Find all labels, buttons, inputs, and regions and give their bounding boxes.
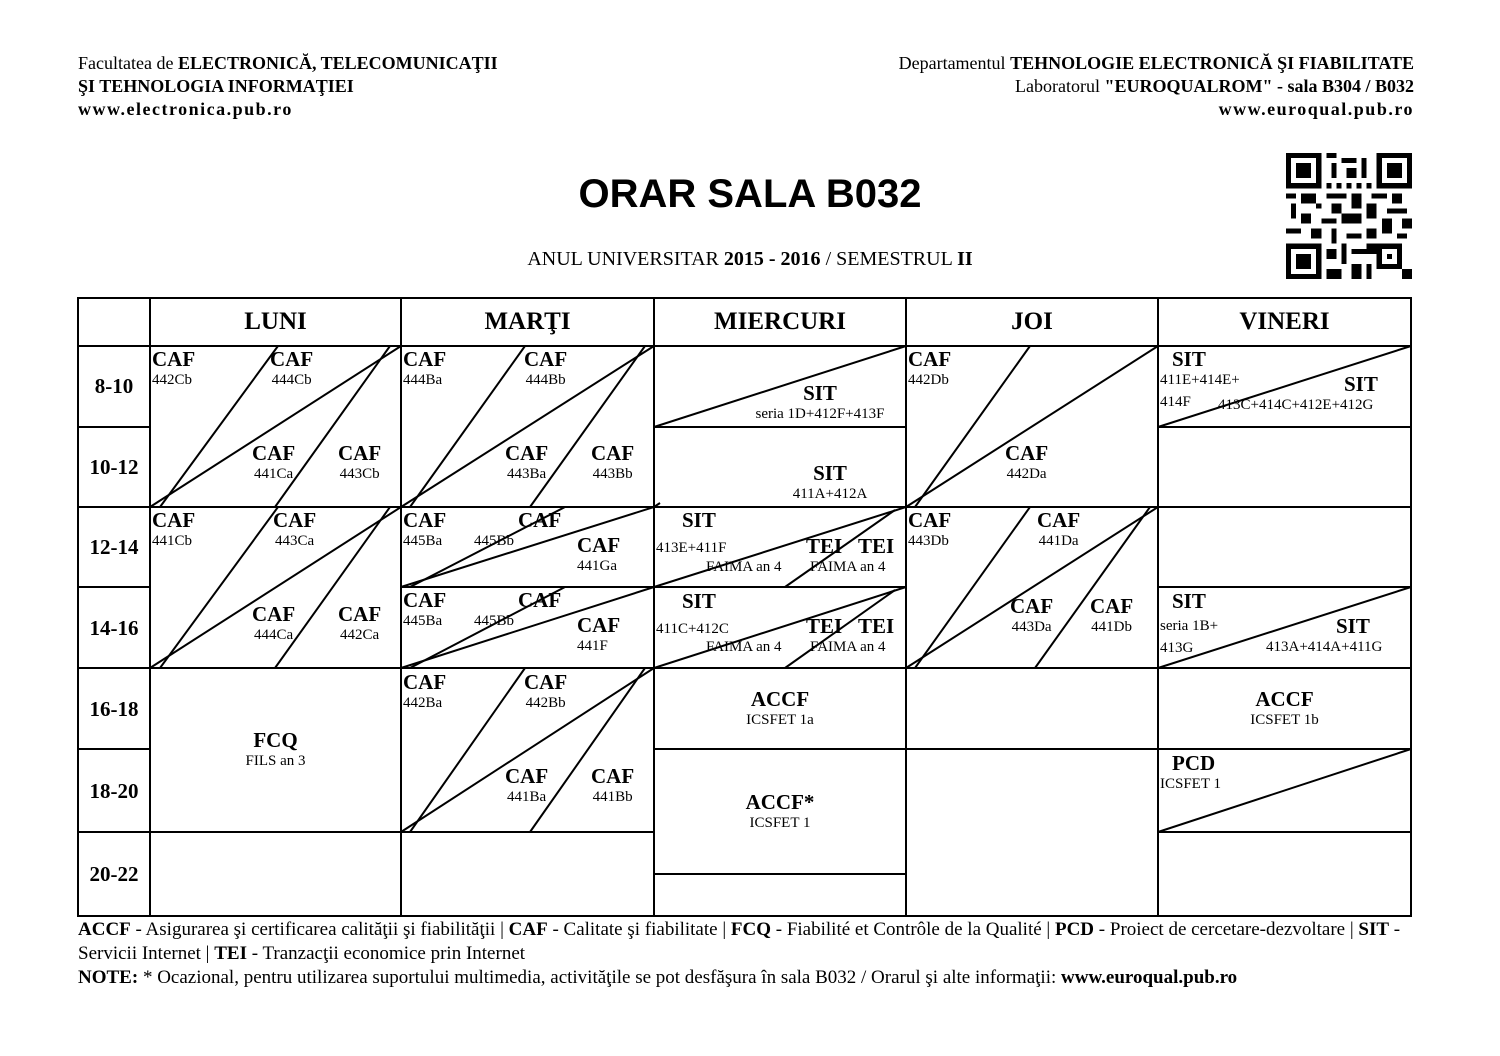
- course-code: SIT: [682, 508, 716, 532]
- legend-text: - Asigurarea şi certificarea calităţii şi fiabilităţii |: [130, 919, 509, 940]
- class-entry: [1005, 441, 1048, 483]
- course-code: FCQ: [253, 728, 298, 752]
- slot-20-22: 20-22: [89, 862, 139, 886]
- course-code: TEI: [858, 534, 895, 558]
- group-code: 413C+414C+412E+412G: [1218, 397, 1374, 413]
- class-entry: [474, 508, 561, 550]
- class-entry: [577, 533, 620, 575]
- semester-prefix: / SEMESTRUL: [820, 248, 958, 270]
- legend-abbr: TEI: [214, 943, 247, 964]
- class-entry: [338, 602, 381, 644]
- class-entry: [750, 461, 910, 503]
- legend-abbr: FCQ: [730, 919, 771, 940]
- class-entry: [577, 613, 620, 655]
- group-code: 411A+412A: [792, 486, 868, 502]
- group-code: ICSFET 1b: [1250, 712, 1319, 728]
- class-entry: [908, 347, 951, 389]
- group-code: 443Db: [908, 533, 949, 549]
- class-entry: [1010, 594, 1053, 636]
- course-code: CAF: [591, 441, 635, 465]
- class-entry: [338, 441, 381, 483]
- course-code: SIT: [1172, 347, 1206, 371]
- group-code: 444Bb: [525, 372, 566, 388]
- year-prefix: ANUL UNIVERSITAR: [527, 248, 724, 270]
- course-code: CAF: [152, 347, 196, 371]
- group-code: 444Ca: [254, 627, 294, 643]
- group-code: ICSFET 1: [749, 815, 811, 831]
- class-entry: [1218, 372, 1378, 414]
- class-entry: [654, 790, 906, 832]
- faculty-url[interactable]: www.electronica.pub.ro: [78, 99, 293, 119]
- slot-8-10: 8-10: [94, 374, 134, 398]
- group-code: 444Cb: [271, 372, 312, 388]
- course-code: CAF: [518, 508, 562, 532]
- course-code: CAF: [524, 670, 568, 694]
- legend-items: [78, 919, 1400, 964]
- legend-text: - Calitate şi fiabilitate |: [547, 919, 731, 940]
- class-entry: [810, 534, 894, 576]
- slot-14-16: 14-16: [89, 616, 139, 640]
- class-entry: [908, 508, 951, 550]
- note-text: * Ocazional, pentru utilizarea suportului multimedia, activităţile se pot desfăşura în sala B032 / Orarul şi alte informaţii:: [138, 967, 1062, 988]
- slot-18-20: 18-20: [89, 779, 139, 803]
- group-code: 445Bb: [474, 613, 515, 629]
- group-code: 413G: [1160, 640, 1194, 656]
- course-code: CAF: [403, 347, 447, 371]
- course-code: CAF: [591, 764, 635, 788]
- group-code: FILS an 3: [245, 753, 306, 769]
- class-entry: [524, 670, 567, 712]
- course-code: CAF: [1010, 594, 1054, 618]
- course-code: ACCF: [750, 687, 810, 711]
- class-entry: [1160, 589, 1218, 657]
- course-code: ACCF*: [745, 790, 815, 814]
- legend-text: - Proiect de cercetare-dezvoltare |: [1094, 919, 1359, 940]
- course-code: CAF: [252, 602, 296, 626]
- class-entry: [1266, 614, 1382, 656]
- note-label: NOTE:: [78, 967, 139, 988]
- course-code: CAF: [505, 441, 549, 465]
- group-code: 441Db: [1091, 619, 1132, 635]
- slot-16-18: 16-18: [89, 697, 139, 721]
- class-entry: [403, 508, 446, 550]
- course-code: CAF: [908, 508, 952, 532]
- group-code: 411E+414E+: [1160, 372, 1240, 388]
- class-entry: [524, 347, 567, 389]
- course-code: CAF: [338, 441, 382, 465]
- course-code: CAF: [152, 508, 196, 532]
- course-code: SIT: [803, 381, 837, 405]
- course-code: TEI: [806, 614, 843, 638]
- group-code: 442Da: [1006, 466, 1047, 482]
- group-code: 442Ba: [403, 695, 443, 711]
- group-code: 443Ba: [507, 466, 547, 482]
- faculty-prefix: Facultatea de: [78, 53, 178, 73]
- day-header-marti: MARŢI: [484, 308, 571, 335]
- class-entry: [252, 602, 295, 644]
- note-url[interactable]: www.euroqual.pub.ro: [1061, 967, 1238, 988]
- course-code: CAF: [403, 670, 447, 694]
- class-entry: [1090, 594, 1133, 636]
- course-code: CAF: [338, 602, 382, 626]
- group-code: 442Db: [908, 372, 949, 388]
- semester-value: II: [957, 248, 973, 270]
- course-code: TEI: [858, 614, 895, 638]
- group-code: FAIMA an 4: [810, 639, 886, 655]
- legend-abbr: CAF: [508, 919, 548, 940]
- class-entry: [403, 588, 446, 630]
- class-entry: [403, 347, 446, 389]
- group-code: 441Da: [1038, 533, 1079, 549]
- course-code: CAF: [1005, 441, 1049, 465]
- class-entry: [152, 347, 195, 389]
- course-code: SIT: [813, 461, 847, 485]
- class-entry: [270, 347, 313, 389]
- group-code: 443Ca: [275, 533, 315, 549]
- legend-abbr: ACCF: [78, 919, 131, 940]
- legend-abbr: SIT: [1358, 919, 1390, 940]
- lab-name: "EUROQUALROM" - sala B304 / B032: [1104, 76, 1414, 96]
- group-code: 441Ga: [577, 558, 617, 574]
- group-code: ICSFET 1a: [746, 712, 814, 728]
- day-header-joi: JOI: [1011, 308, 1053, 335]
- day-header-vineri: VINERI: [1239, 308, 1330, 335]
- class-entry: [1158, 687, 1411, 729]
- course-code: SIT: [1172, 589, 1206, 613]
- group-code: FAIMA an 4: [706, 639, 782, 655]
- slot-10-12: 10-12: [89, 455, 139, 479]
- course-code: CAF: [1037, 508, 1081, 532]
- department-prefix: Departamentul: [898, 53, 1011, 73]
- class-entry: [474, 588, 561, 630]
- page-title: ORAR SALA B032: [578, 172, 922, 216]
- class-entry: [150, 728, 401, 770]
- faculty-name: ELECTRONICĂ, TELECOMUNICAŢII: [177, 53, 498, 73]
- class-entry: [1037, 508, 1080, 550]
- legend-abbr: PCD: [1054, 919, 1095, 940]
- course-code: CAF: [1090, 594, 1134, 618]
- department-name: TEHNOLOGIE ELECTRONICĂ ŞI FIABILITATE: [1010, 53, 1414, 73]
- class-entry: [591, 441, 634, 483]
- class-entry: [252, 441, 295, 483]
- class-entry: [152, 508, 195, 550]
- group-code: 443Da: [1011, 619, 1052, 635]
- course-code: PCD: [1172, 751, 1216, 775]
- legend-text: - Fiabilité et Contrôle de la Qualité |: [771, 919, 1055, 940]
- group-code: 413A+414A+411G: [1266, 639, 1383, 655]
- legend: [78, 918, 1428, 990]
- group-code: 441Ba: [507, 789, 547, 805]
- class-entry: [505, 764, 548, 806]
- course-code: SIT: [682, 589, 716, 613]
- class-entry: [810, 614, 894, 656]
- course-code: CAF: [577, 533, 621, 557]
- lab-url[interactable]: www.euroqual.pub.ro: [1218, 99, 1414, 119]
- group-code: 441Cb: [152, 533, 193, 549]
- course-code: CAF: [908, 347, 952, 371]
- group-code: 442Bb: [525, 695, 566, 711]
- day-header-luni: LUNI: [244, 308, 307, 335]
- note: [78, 966, 1428, 990]
- group-code: 441F: [577, 638, 608, 654]
- group-code: FAIMA an 4: [706, 559, 782, 575]
- group-code: seria 1D+412F+413F: [755, 406, 885, 422]
- legend-text: - Tranzacţii economice prin Internet: [246, 943, 526, 964]
- group-code: 442Ca: [340, 627, 380, 643]
- group-code: 441Bb: [592, 789, 633, 805]
- course-code: TEI: [806, 534, 843, 558]
- course-code: SIT: [1336, 614, 1370, 638]
- group-code: 414F: [1160, 394, 1191, 410]
- course-code: CAF: [524, 347, 568, 371]
- course-code: CAF: [270, 347, 314, 371]
- class-entry: [505, 441, 548, 483]
- class-entry: [654, 687, 906, 729]
- slot-12-14: 12-14: [89, 535, 139, 559]
- lab-prefix: Laboratorul: [1015, 76, 1105, 96]
- course-code: SIT: [1344, 372, 1378, 396]
- course-code: CAF: [577, 613, 621, 637]
- group-code: 445Ba: [403, 533, 443, 549]
- class-entry: [591, 764, 634, 806]
- group-code: 442Cb: [152, 372, 193, 388]
- group-code: 411C+412C: [656, 621, 729, 637]
- group-code: ICSFET 1: [1160, 776, 1221, 792]
- course-code: CAF: [518, 588, 562, 612]
- legend-text: - Servicii Internet |: [78, 919, 1401, 964]
- course-code: CAF: [273, 508, 317, 532]
- course-code: ACCF: [1255, 687, 1314, 711]
- group-code: 443Bb: [592, 466, 633, 482]
- class-entry: [740, 381, 900, 423]
- class-entry: [1160, 751, 1221, 793]
- group-code: 441Ca: [254, 466, 294, 482]
- faculty-name-line2: ŞI TEHNOLOGIA INFORMAŢIEI: [78, 76, 354, 96]
- group-code: 445Bb: [474, 533, 515, 549]
- group-code: 443Cb: [339, 466, 380, 482]
- group-code: FAIMA an 4: [810, 559, 886, 575]
- course-code: CAF: [403, 508, 447, 532]
- group-code: 445Ba: [403, 613, 443, 629]
- course-code: CAF: [403, 588, 447, 612]
- year-value: 2015 - 2016: [723, 248, 821, 270]
- group-code: 413E+411F: [656, 540, 727, 556]
- group-code: 444Ba: [403, 372, 443, 388]
- course-code: CAF: [505, 764, 549, 788]
- class-entry: [273, 508, 316, 550]
- class-entry: [403, 670, 446, 712]
- course-code: CAF: [252, 441, 296, 465]
- day-header-miercuri: MIERCURI: [714, 308, 846, 335]
- group-code: seria 1B+: [1160, 618, 1219, 634]
